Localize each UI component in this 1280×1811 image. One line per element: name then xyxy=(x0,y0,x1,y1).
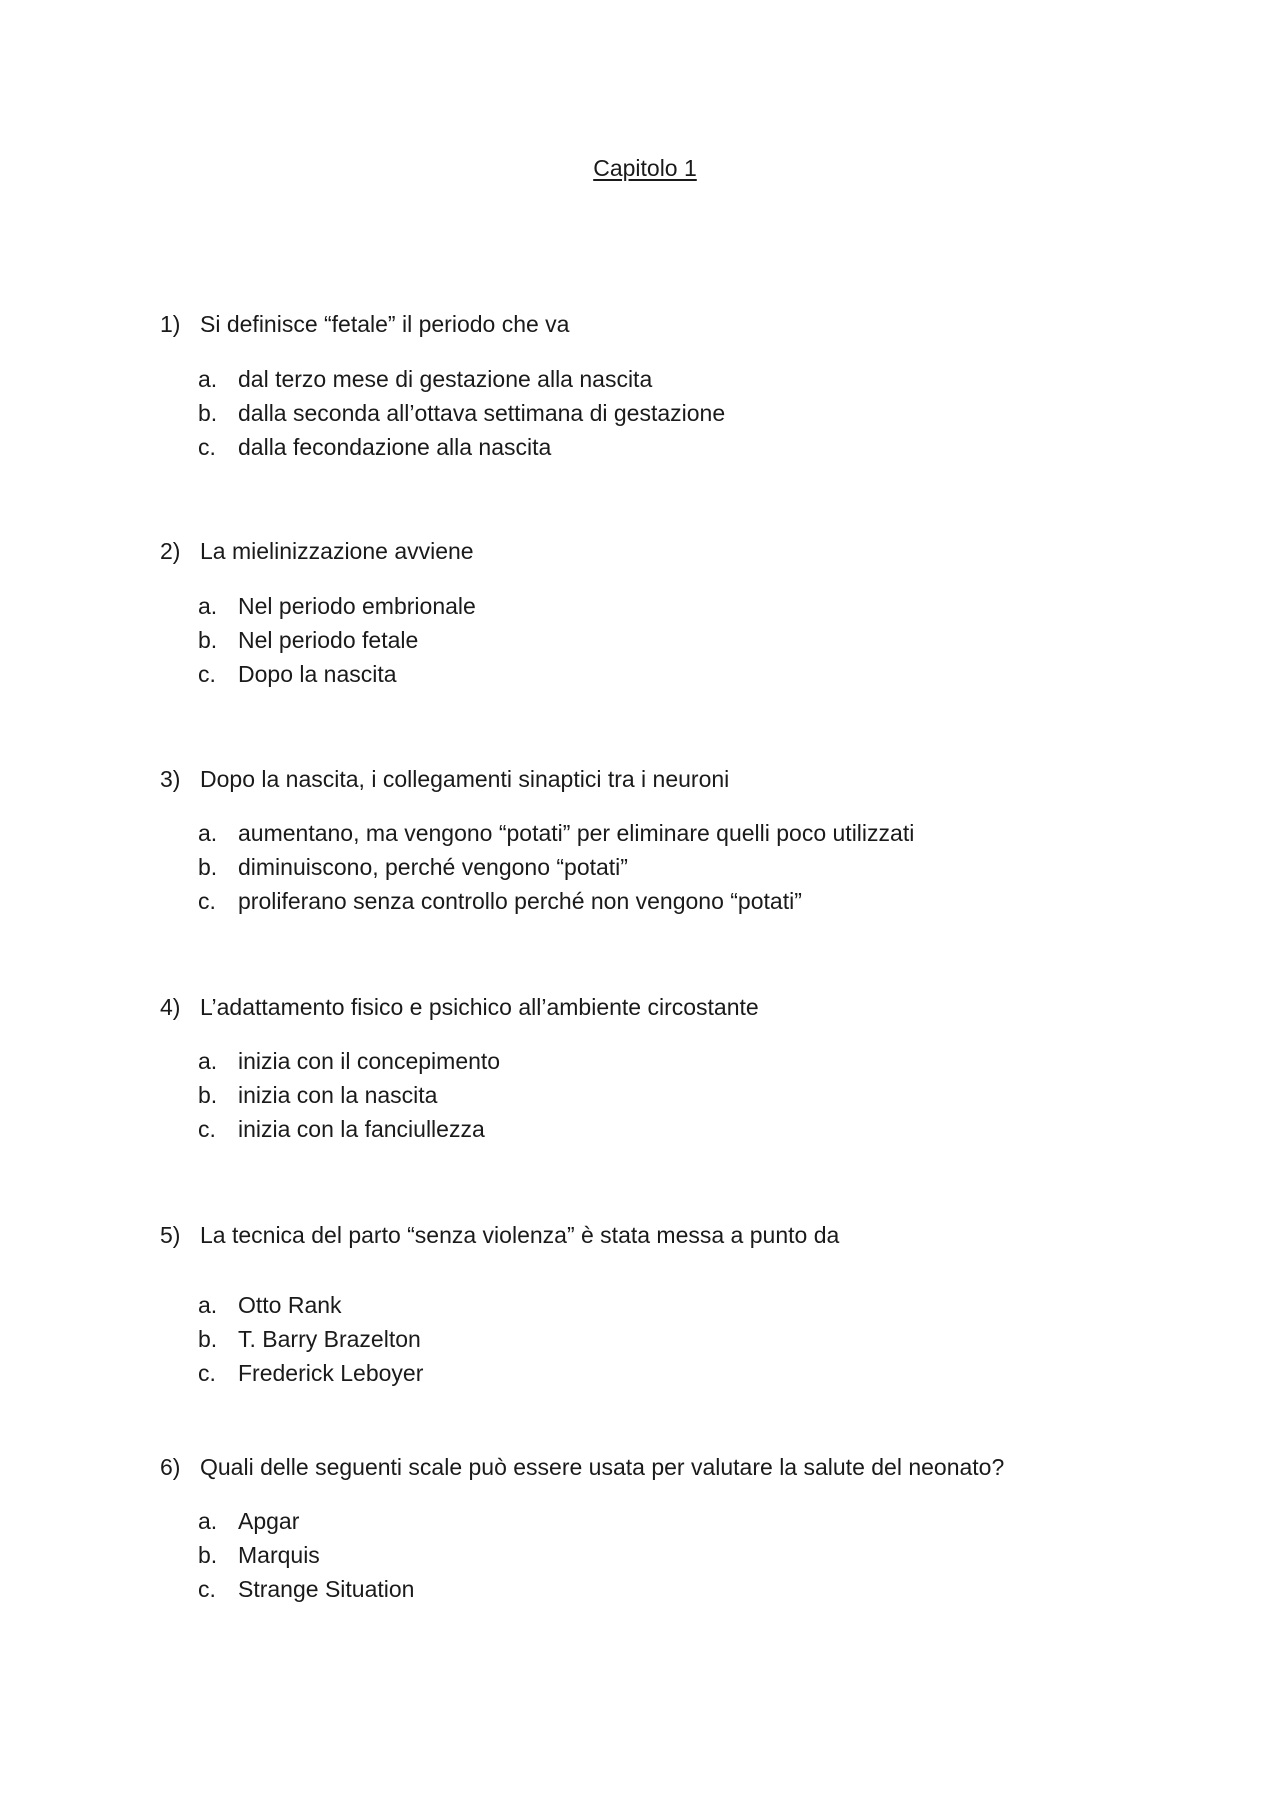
option-letter: c. xyxy=(198,1360,216,1386)
option-text: dalla fecondazione alla nascita xyxy=(238,434,552,460)
question-line xyxy=(160,992,1120,1022)
question-text: La mielinizzazione avviene xyxy=(200,538,474,564)
question-line xyxy=(160,309,1120,339)
question-number: 1) xyxy=(160,311,181,337)
question-number: 3) xyxy=(160,766,181,792)
option-text: dal terzo mese di gestazione alla nascita xyxy=(238,366,653,392)
option-text: Otto Rank xyxy=(238,1292,342,1318)
option-letter: a. xyxy=(198,1292,218,1318)
option-b xyxy=(160,1538,1120,1572)
question-2 xyxy=(160,536,1120,691)
question-text: Si definisce “fetale” il periodo che va xyxy=(200,311,570,337)
option-letter: c. xyxy=(198,661,216,687)
option-list xyxy=(160,816,1120,918)
option-text: dalla seconda all’ottava settimana di gestazione xyxy=(238,400,726,426)
option-list xyxy=(160,1504,1120,1606)
option-letter: b. xyxy=(198,1542,218,1568)
question-number: 6) xyxy=(160,1454,181,1480)
question-number: 5) xyxy=(160,1222,181,1248)
question-5 xyxy=(160,1220,1120,1390)
option-b xyxy=(160,623,1120,657)
page-title: Capitolo 1 xyxy=(593,155,697,181)
option-list xyxy=(160,1044,1120,1146)
option-a xyxy=(160,362,1120,396)
option-text: Strange Situation xyxy=(238,1576,415,1602)
option-letter: c. xyxy=(198,1576,216,1602)
option-text: Marquis xyxy=(238,1542,320,1568)
option-text: Nel periodo fetale xyxy=(238,627,419,653)
question-6 xyxy=(160,1452,1120,1606)
option-text: inizia con la nascita xyxy=(238,1082,438,1108)
option-letter: c. xyxy=(198,434,216,460)
option-text: Apgar xyxy=(238,1508,300,1534)
option-c xyxy=(160,430,1120,464)
option-letter: c. xyxy=(198,1116,216,1142)
option-text: aumentano, ma vengono “potati” per eliminare quelli poco utilizzati xyxy=(238,820,915,846)
question-text: Quali delle seguenti scale può essere usata per valutare la salute del neonato? xyxy=(200,1454,1005,1480)
option-text: T. Barry Brazelton xyxy=(238,1326,421,1352)
option-letter: b. xyxy=(198,854,218,880)
question-line xyxy=(160,764,1120,794)
option-letter: a. xyxy=(198,1508,218,1534)
option-text: Dopo la nascita xyxy=(238,661,397,687)
option-c xyxy=(160,657,1120,691)
option-letter: b. xyxy=(198,1326,218,1352)
option-b xyxy=(160,850,1120,884)
option-c xyxy=(160,1572,1120,1606)
option-letter: b. xyxy=(198,400,218,426)
option-a xyxy=(160,1044,1120,1078)
option-letter: b. xyxy=(198,627,218,653)
option-c xyxy=(160,1112,1120,1146)
option-c xyxy=(160,1356,1120,1390)
option-letter: b. xyxy=(198,1082,218,1108)
option-a xyxy=(160,816,1120,850)
option-b xyxy=(160,1322,1120,1356)
option-text: Frederick Leboyer xyxy=(238,1360,424,1386)
question-number: 4) xyxy=(160,994,181,1020)
question-line xyxy=(160,536,1120,566)
option-c xyxy=(160,884,1120,918)
option-b xyxy=(160,396,1120,430)
option-text: proliferano senza controllo perché non vengono “potati” xyxy=(238,888,802,914)
option-text: diminuiscono, perché vengono “potati” xyxy=(238,854,628,880)
option-letter: a. xyxy=(198,1048,218,1074)
question-text: La tecnica del parto “senza violenza” è stata messa a punto da xyxy=(200,1222,840,1248)
option-text: inizia con la fanciullezza xyxy=(238,1116,485,1142)
question-number: 2) xyxy=(160,538,181,564)
question-text: L’adattamento fisico e psichico all’ambiente circostante xyxy=(200,994,759,1020)
option-b xyxy=(160,1078,1120,1112)
option-list xyxy=(160,362,1120,464)
option-list xyxy=(160,589,1120,691)
question-3 xyxy=(160,764,1120,918)
question-1 xyxy=(160,309,1120,464)
question-4 xyxy=(160,992,1120,1146)
option-text: inizia con il concepimento xyxy=(238,1048,501,1074)
option-letter: a. xyxy=(198,593,218,619)
option-text: Nel periodo embrionale xyxy=(238,593,476,619)
option-letter: a. xyxy=(198,366,218,392)
question-line xyxy=(160,1220,1120,1250)
option-letter: a. xyxy=(198,820,218,846)
option-a xyxy=(160,1288,1120,1322)
option-list xyxy=(160,1288,1120,1390)
question-line xyxy=(160,1452,1120,1482)
question-text: Dopo la nascita, i collegamenti sinaptici tra i neuroni xyxy=(200,766,730,792)
option-letter: c. xyxy=(198,888,216,914)
option-a xyxy=(160,1504,1120,1538)
option-a xyxy=(160,589,1120,623)
